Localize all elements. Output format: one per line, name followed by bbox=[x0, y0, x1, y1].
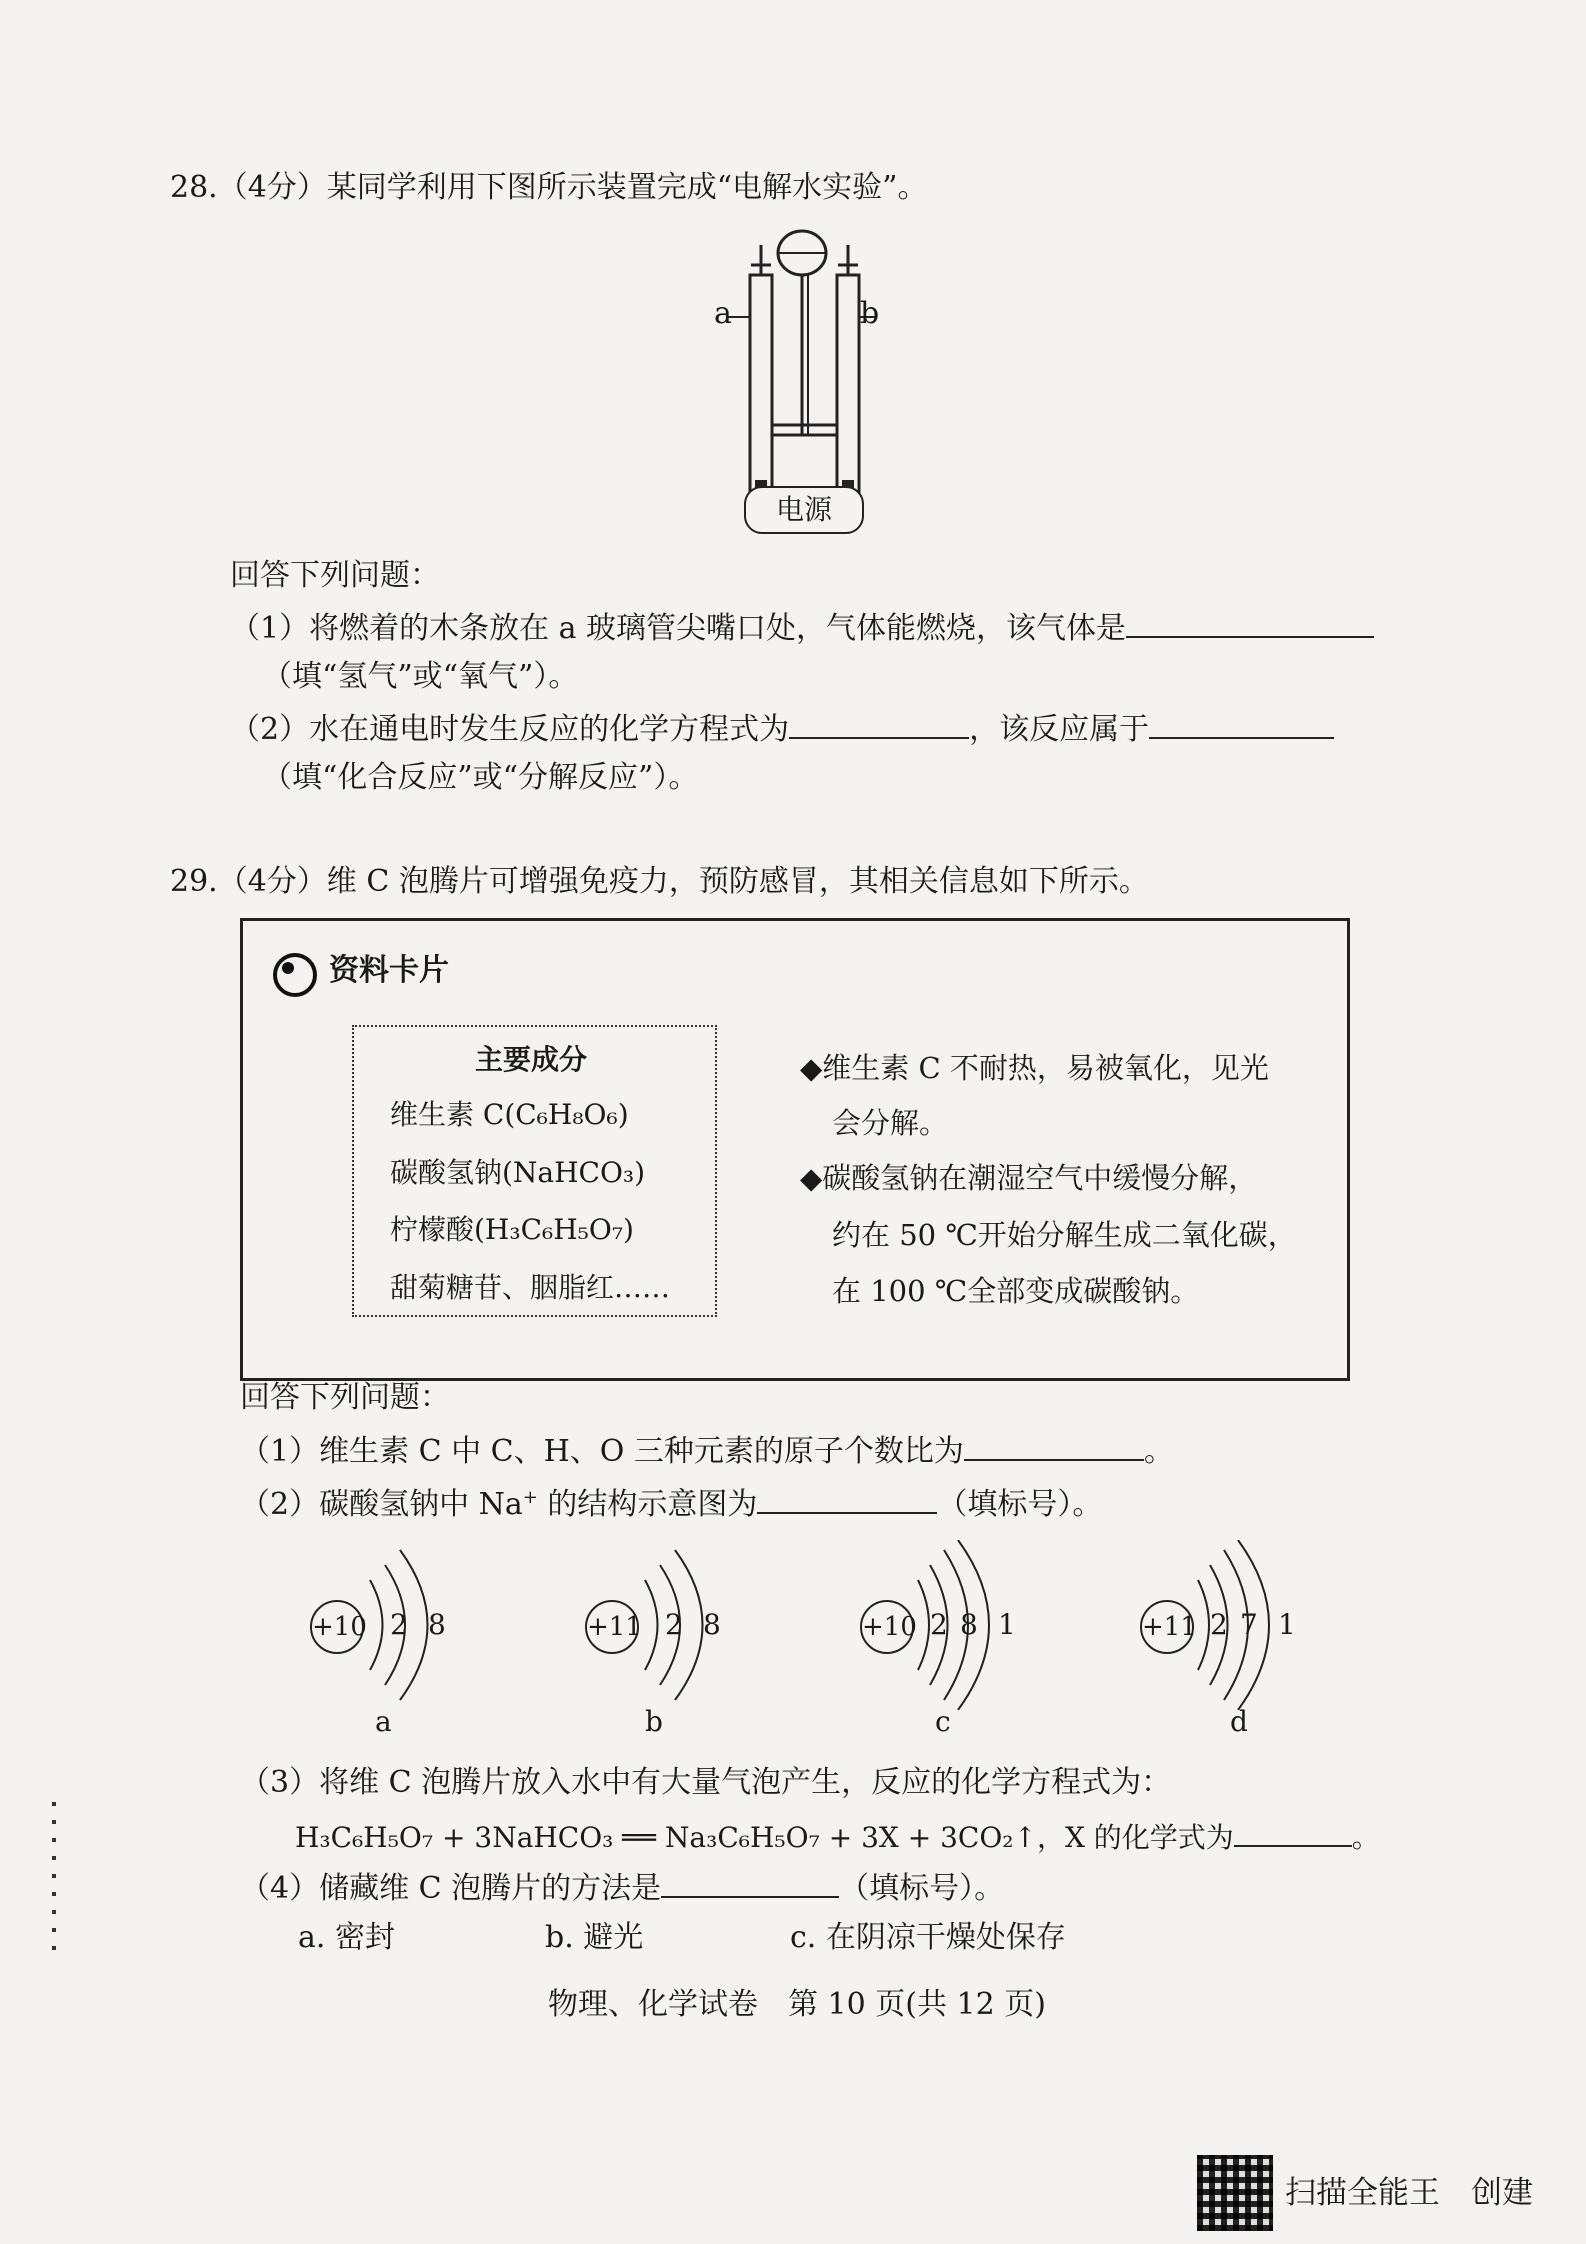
info-1b: 会分解。 bbox=[832, 1106, 949, 1140]
shell-c-2: 8 bbox=[960, 1608, 978, 1641]
shell-d-3: 1 bbox=[1278, 1608, 1296, 1641]
shell-b-1: 2 bbox=[665, 1608, 683, 1641]
q29-sub1-text: （1）维生素 C 中 C、H、O 三种元素的原子个数比为 bbox=[240, 1434, 964, 1469]
ingredients-title: 主要成分 bbox=[475, 1043, 588, 1076]
atom-label-b: b bbox=[645, 1705, 663, 1738]
q28-sub2-hint: （填“化合反应”或“分解反应”）。 bbox=[262, 760, 699, 795]
ingredient-4: 甜菊糖苷、胭脂红…… bbox=[390, 1271, 671, 1304]
power-supply bbox=[744, 486, 864, 534]
nucleus-b: +11 bbox=[585, 1600, 639, 1654]
ingredient-3: 柠檬酸(H₃C₆H₅O₇) bbox=[390, 1213, 634, 1246]
shell-b-2: 8 bbox=[703, 1608, 721, 1641]
shell-c-1: 2 bbox=[930, 1608, 948, 1641]
atom-diagram-d bbox=[1140, 1540, 1340, 1740]
answer-blank-2[interactable] bbox=[789, 707, 969, 739]
nucleus-c: +10 bbox=[860, 1600, 914, 1654]
q29-sub3-eq: H₃C₆H₅O₇ + 3NaHCO₃ ══ Na₃C₆H₅O₇ + 3X + 3CO₂↑，X 的化学式为 bbox=[295, 1821, 1234, 1854]
shell-d-2: 7 bbox=[1240, 1608, 1258, 1641]
shell-a-1: 2 bbox=[390, 1608, 408, 1641]
q29-sub3-eq-line bbox=[295, 1815, 1380, 1858]
q28-sub2 bbox=[230, 707, 1334, 750]
q29-sub4-end: （填标号）。 bbox=[839, 1871, 1005, 1906]
q29-title: 29.（4分）维 C 泡腾片可增强免疫力，预防感冒，其相关信息如下所示。 bbox=[170, 864, 1149, 899]
q29-sub2-text: （2）碳酸氢钠中 Na bbox=[240, 1487, 523, 1522]
q28-sub2-text: （2）水在通电时发生反应的化学方程式为 bbox=[230, 712, 790, 747]
q28-sub1 bbox=[230, 606, 1374, 649]
answer-blank-3[interactable] bbox=[1149, 707, 1334, 739]
answer-blank-4[interactable] bbox=[964, 1429, 1144, 1461]
info-2a: ◆碳酸氢钠在潮湿空气中缓慢分解， bbox=[800, 1161, 1258, 1195]
info-1a: ◆维生素 C 不耐热，易被氧化，见光 bbox=[800, 1051, 1269, 1085]
q29-prompt: 回答下列问题： bbox=[240, 1380, 450, 1415]
answer-blank-6[interactable] bbox=[1234, 1815, 1352, 1847]
atom-diagram-c bbox=[860, 1540, 1060, 1740]
power-label: 电源 bbox=[775, 493, 832, 526]
q29-sub2-sup: + bbox=[522, 1487, 538, 1509]
q29-sub4-text: （4）储藏维 C 泡腾片的方法是 bbox=[240, 1871, 662, 1906]
page-footer: 物理、化学试卷 第 10 页(共 12 页) bbox=[548, 1987, 1046, 2022]
q29-sub4 bbox=[240, 1866, 1004, 1909]
q29-sub3: （3）将维 C 泡腾片放入水中有大量气泡产生，反应的化学方程式为： bbox=[240, 1765, 1172, 1800]
label-b: b bbox=[860, 296, 880, 331]
q28-prompt: 回答下列问题： bbox=[230, 558, 440, 593]
qr-code-icon bbox=[1197, 2155, 1273, 2231]
answer-blank-5[interactable] bbox=[757, 1482, 937, 1514]
info-2c: 在 100 ℃全部变成碳酸钠。 bbox=[832, 1274, 1200, 1308]
q29-sub2-text-b: 的结构示意图为 bbox=[537, 1487, 758, 1522]
binding-dots bbox=[52, 1800, 56, 1950]
atom-diagram-b bbox=[585, 1540, 765, 1740]
atom-label-a: a bbox=[375, 1705, 392, 1738]
nucleus-a: +10 bbox=[310, 1600, 364, 1654]
nucleus-d: +11 bbox=[1140, 1600, 1194, 1654]
info-2b: 约在 50 ℃开始分解生成二氧化碳， bbox=[832, 1218, 1297, 1252]
option-a: a. 密封 bbox=[298, 1920, 395, 1955]
atom-diagram-a bbox=[310, 1540, 490, 1740]
option-c: c. 在阴凉干燥处保存 bbox=[790, 1920, 1066, 1955]
q29-sub3-end: 。 bbox=[1351, 1821, 1380, 1854]
card-title: 资料卡片 bbox=[329, 953, 449, 988]
shell-a-2: 8 bbox=[428, 1608, 446, 1641]
q28-sub1-text: （1）将燃着的木条放在 a 玻璃管尖嘴口处，气体能燃烧，该气体是 bbox=[230, 611, 1127, 646]
ingredient-2: 碳酸氢钠(NaHCO₃) bbox=[390, 1156, 646, 1189]
q29-sub1 bbox=[240, 1429, 1174, 1472]
option-b: b. 避光 bbox=[545, 1920, 644, 1955]
atom-label-d: d bbox=[1230, 1705, 1248, 1738]
q28-sub2-mid: ，该反应属于 bbox=[969, 712, 1150, 747]
q29-sub1-end: 。 bbox=[1143, 1434, 1174, 1469]
shell-d-1: 2 bbox=[1210, 1608, 1228, 1641]
card-icon bbox=[273, 953, 317, 997]
atom-label-c: c bbox=[935, 1705, 951, 1738]
q29-sub2-end: （填标号）。 bbox=[937, 1487, 1103, 1522]
scanner-watermark: 扫描全能王 创建 bbox=[1285, 2175, 1533, 2211]
q28-title: 28.（4分）某同学利用下图所示装置完成“电解水实验”。 bbox=[170, 170, 928, 205]
answer-blank-7[interactable] bbox=[661, 1866, 839, 1898]
answer-blank-1[interactable] bbox=[1126, 606, 1374, 638]
q29-sub2 bbox=[240, 1482, 1102, 1525]
shell-c-3: 1 bbox=[998, 1608, 1016, 1641]
label-a: a bbox=[714, 296, 732, 331]
q28-sub1-hint: （填“氢气”或“氧气”）。 bbox=[262, 659, 579, 694]
ingredient-1: 维生素 C(C₆H₈O₆) bbox=[390, 1098, 629, 1131]
